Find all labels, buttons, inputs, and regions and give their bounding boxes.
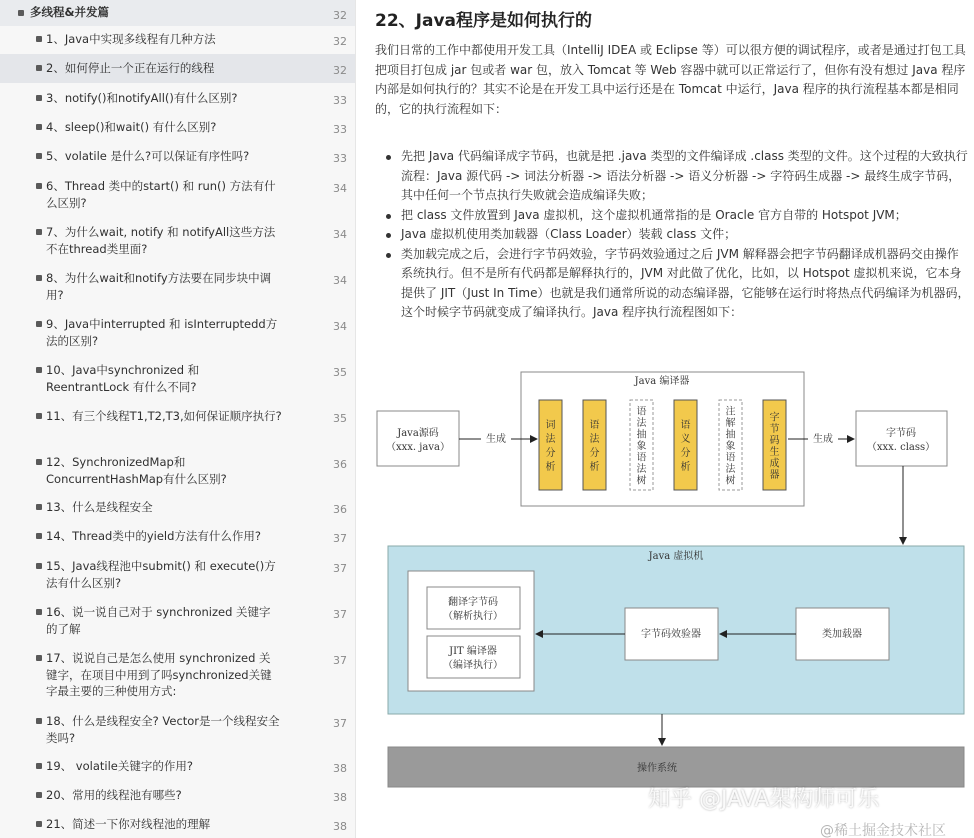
toc-bullet-icon [36, 821, 42, 827]
toc-item[interactable] [0, 309, 356, 355]
jit-line1: JIT 编译器 [449, 646, 497, 657]
java-execution-diagram [357, 364, 974, 838]
toc-bullet-icon [36, 563, 42, 569]
toc-item-label: 3、notify()和notifyAll()有什么区别? [46, 91, 238, 105]
toc-bullet-icon [36, 95, 42, 101]
toc-item-label: 16、说一说自己对于 synchronized 关键字的了解 [46, 605, 271, 636]
toc-item[interactable] [0, 401, 356, 447]
toc-item[interactable] [0, 113, 356, 142]
toc-bullet-icon [36, 229, 42, 235]
toc-bullet-icon [36, 65, 42, 71]
toc-item[interactable] [0, 217, 356, 263]
compiler-stage-box [674, 400, 697, 490]
toc-bullet-icon [36, 36, 42, 42]
zhihu-watermark: 知乎 @JAVA架构师可乐 [648, 787, 880, 812]
source-box-line1: Java源码 [397, 428, 439, 439]
jit-box [427, 636, 520, 678]
toc-item[interactable] [0, 171, 356, 217]
toc-item-label: 18、什么是线程安全? Vector是一个线程安全类吗? [46, 714, 280, 745]
toc-item-page: 34 [333, 320, 347, 333]
toc-item[interactable] [0, 706, 356, 752]
toc-item-page: 37 [333, 532, 347, 545]
os-label: 操作系统 [637, 763, 677, 774]
toc-bullet-icon [36, 792, 42, 798]
toc-item-page: 37 [333, 654, 347, 667]
toc-item[interactable] [0, 752, 356, 781]
toc-bullet-icon [36, 533, 42, 539]
jit-line2: （编译执行） [443, 660, 503, 671]
toc-item-page: 37 [333, 717, 347, 730]
toc-item[interactable] [0, 54, 356, 83]
toc-item-page: 34 [333, 182, 347, 195]
compiler-stage-label: 注解抽象语法树 [725, 406, 736, 487]
compiler-stage-label: 字节码生成器 [769, 412, 780, 481]
compiler-box [521, 372, 804, 506]
toc-item-page: 33 [333, 152, 347, 165]
toc-item-page: 33 [333, 123, 347, 136]
toc-item-label: 21、简述一下你对线程池的理解 [46, 817, 211, 831]
toc-item[interactable] [0, 493, 356, 522]
toc-item-page: 33 [333, 94, 347, 107]
toc-bullet-icon [36, 275, 42, 281]
toc-bullet-icon [36, 718, 42, 724]
section-bullet-icon [18, 10, 24, 16]
toc-item[interactable] [0, 447, 356, 493]
toc-item-page: 36 [333, 458, 347, 471]
toc-bullet-icon [36, 609, 42, 615]
toc-bullet-icon [36, 367, 42, 373]
intro-paragraph: 我们日常的工作中都使用开发工具（IntelliJ IDEA 或 Eclipse 等）可以很方便的调试程序，或者是通过打包工具把项目打包成 jar 包或者 war 包，放入 Tomcat 等 Web 容器中就可以正常运行了，但你有没有想过 Java 程序内部是如何执行的？其实不论是在开发工具中运行还是在 Tomcat 中运行，Java 程序的执行流程基本都是相同的，它的执行流程如下： [375, 43, 966, 116]
toc-item[interactable] [0, 597, 356, 643]
toc-item-page: 32 [333, 64, 347, 77]
toc-bullet-icon [36, 321, 42, 327]
step-item: 先把 Java 代码编译成字节码，也就是把 .java 类型的文件编译成 .class 类型的文件。这个过程的大致执行流程：Java 源代码 -> 词法分析器 -> 语法分析器 -> 语义分析器 -> 字符码生成器 -> 最终生成字节码，其中任何一个节点执行失败就会造成编译失败； [375, 147, 970, 206]
toc-sidebar [0, 0, 356, 838]
toc-item-label: 19、 volatile关键字的作用? [46, 759, 193, 773]
toc-section-page: 32 [333, 9, 347, 22]
toc-item-page: 35 [333, 366, 347, 379]
source-box-line2: （xxx. java） [386, 442, 450, 453]
interpret-line1: 翻译字节码 [448, 597, 498, 608]
toc-item-page: 38 [333, 820, 347, 833]
toc-item[interactable] [0, 142, 356, 171]
generate-label-right: 生成 [813, 434, 833, 445]
compiler-stage-box [539, 400, 562, 490]
toc-item-page: 34 [333, 228, 347, 241]
interpret-box [427, 587, 520, 629]
toc-item-label: 11、有三个线程T1,T2,T3,如何保证顺序执行? [46, 409, 282, 423]
toc-item-label: 7、为什么wait, notify 和 notifyAll这些方法不在thread类里面? [46, 225, 276, 256]
interpret-line2: （解析执行） [443, 611, 503, 622]
toc-item-label: 1、Java中实现多线程有几种方法 [46, 32, 216, 46]
toc-item-page: 35 [333, 412, 347, 425]
toc-item-page: 38 [333, 791, 347, 804]
toc-item[interactable] [0, 84, 356, 113]
toc-bullet-icon [36, 763, 42, 769]
step-item: Java 虚拟机使用类加载器（Class Loader）装载 class 文件； [375, 225, 970, 245]
toc-section-label: 多线程&并发篇 [30, 5, 110, 19]
toc-item-label: 9、Java中interrupted 和 isInterruptedd方法的区别? [46, 317, 278, 348]
toc-section-concurrency[interactable] [0, 0, 356, 26]
toc-item-page: 37 [333, 562, 347, 575]
toc-item[interactable] [0, 810, 356, 838]
toc-item-label: 2、如何停止一个正在运行的线程 [46, 61, 215, 75]
toc-item-label: 4、sleep()和wait() 有什么区别? [46, 120, 217, 134]
compiler-stage-box [583, 400, 606, 490]
toc-item[interactable] [0, 263, 356, 309]
bytecode-box-line2: （xxx. class） [866, 442, 936, 453]
toc-item-label: 15、Java线程池中submit() 和 execute()方法有什么区别? [46, 559, 276, 590]
toc-item[interactable] [0, 522, 356, 551]
toc-item-label: 10、Java中synchronized 和 ReentrantLock 有什么不同? [46, 363, 200, 394]
generate-label-left: 生成 [486, 434, 506, 445]
toc-bullet-icon [36, 459, 42, 465]
section-heading: 22、Java程序是如何执行的 [375, 11, 593, 31]
step-item: 把 class 文件放置到 Java 虚拟机，这个虚拟机通常指的是 Oracle 官方自带的 Hotspot JVM； [375, 206, 970, 226]
toc-item-page: 38 [333, 762, 347, 775]
toc-item-label: 6、Thread 类中的start() 和 run() 方法有什么区别? [46, 179, 276, 210]
compiler-title: Java 编译器 [634, 376, 690, 387]
verifier-label: 字节码效验器 [641, 629, 701, 640]
toc-bullet-icon [36, 183, 42, 189]
toc-bullet-icon [36, 413, 42, 419]
compiler-stage-label: 语义分析 [680, 420, 691, 473]
toc-item[interactable] [0, 781, 356, 810]
toc-item-page: 37 [333, 608, 347, 621]
toc-bullet-icon [36, 124, 42, 130]
toc-item-label: 8、为什么wait和notify方法要在同步块中调用? [46, 271, 272, 302]
jvm-title: Java 虚拟机 [648, 551, 704, 562]
step-item: 类加载完成之后，会进行字节码效验，字节码效验通过之后 JVM 解释器会把字节码翻译成机器码交由操作系统执行。但不是所有代码都是解释执行的，JVM 对此做了优化，比如，以 Hotspot 虚拟机来说，它本身提供了 JIT（Just In Time）也就是我们通常所说的动态编译器，它能够在运行时将热点代码编译为机器码，这个时候字节码就变成了编译执行。Java 程序执行流程图如下： [375, 245, 970, 323]
toc-item[interactable] [0, 26, 356, 53]
toc-item-page: 34 [333, 274, 347, 287]
toc-bullet-icon [36, 153, 42, 159]
compiler-stage-label: 语法抽象语法树 [636, 406, 647, 487]
toc-item-label: 20、常用的线程池有哪些? [46, 788, 182, 802]
execution-steps-list [375, 147, 970, 323]
toc-item-label: 17、说说自己是怎么使用 synchronized 关键字，在项目中用到了吗synchronized关键字最主要的三种使用方式: [46, 651, 272, 698]
toc-item-label: 14、Thread类中的yield方法有什么作用? [46, 529, 262, 543]
juejin-watermark: @稀土掘金技术社区 [820, 823, 946, 838]
toc-bullet-icon [36, 504, 42, 510]
bytecode-box-line1: 字节码 [886, 428, 916, 439]
compiler-stage-label: 语法分析 [589, 420, 600, 473]
loader-label: 类加载器 [822, 629, 862, 640]
document-page [357, 0, 974, 838]
toc-item[interactable] [0, 551, 356, 597]
toc-item[interactable] [0, 355, 356, 401]
toc-item-label: 5、volatile 是什么?可以保证有序性吗? [46, 149, 250, 163]
compiler-stage-label: 词法分析 [545, 420, 556, 473]
toc-item-page: 32 [333, 35, 347, 48]
toc-item[interactable] [0, 643, 356, 706]
toc-item-page: 36 [333, 503, 347, 516]
toc-item-label: 12、SynchronizedMap和ConcurrentHashMap有什么区别? [46, 455, 227, 486]
toc-item-label: 13、什么是线程安全 [46, 500, 153, 514]
toc-bullet-icon [36, 655, 42, 661]
